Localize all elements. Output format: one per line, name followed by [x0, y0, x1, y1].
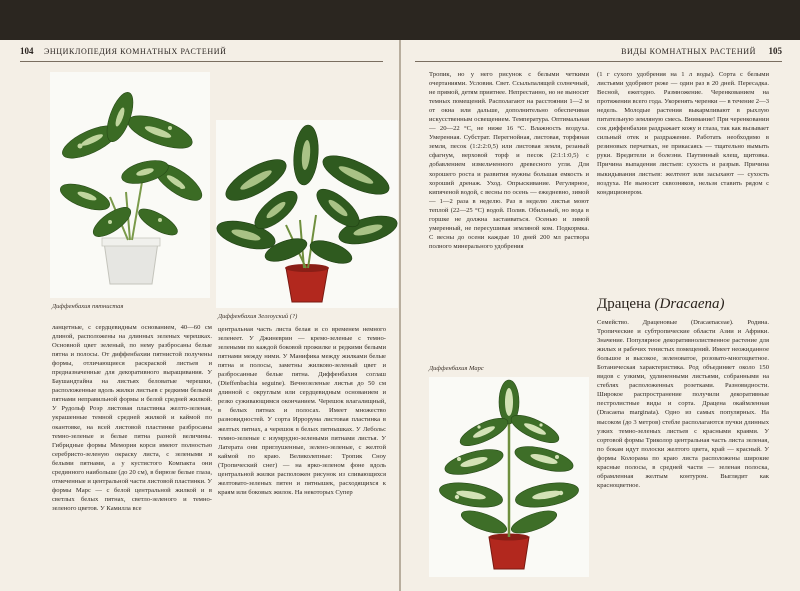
left-page-number: 104 — [20, 46, 34, 56]
right-page-number: 105 — [768, 46, 782, 56]
right-header-rule — [415, 61, 782, 62]
right-text-column-1 — [429, 70, 589, 360]
section-title-latin: (Dracaena) — [654, 296, 725, 312]
top-shadow — [0, 0, 800, 40]
photo-dieffenbachia-mars — [429, 377, 589, 577]
right-col2b-text: Семейство. Драценовые (Dracaenaceae). Родина. Тропические и субтропические области Азии и Африки. Значение. Популярное декоративнолиственное растение для жилых и рабочих тенистых помещений. Имеет неожиданное большое и высокое, зеленоватое, розовато-многоцветное. Ботаническая характеристика. Род объединяет около 150 видов с узкими, удлиненными листьями, собранными на стеблях расположенных розетками. Разновидности. Широкое распространение получили декоративные пестролистные виды и сорта. Драцена окаймленная (Dracaena marginata). Одно из самых популярных. На высоком (до 3 метров) стебле располагаются пучки длинных узких темно-зеленых листьев с красными краями. У сортовой формы Триколор центральная часть листа зеленая, по бокам идут полоски желтого цвета, край — красный. У формы Колорама по краю листа расположены широкие красные полосы, в средней части — зеленая полоска, обрамленная желтым контуром. Выглядит как красноцветное. — [597, 319, 769, 489]
right-col2-text: (1 г сухого удобрения на 1 л воды). Сорта с белыми листьями удобряют реже — один раз в 20 дней. Пересадка. Весной, ежегодно. Размножение. Черенкованием на протяжении всего года. Укоренять черенки — в течение 2—3 недель. Молодые растения выкармливают в рыхлую питательную земляную смесь. Внимание! При черенковании сок диффенбахии раздражает кожу и глаза, так как вызывает сильный отек и раздражение. Работать необходимо в резиновых перчатках, не прикасаясь — тщательно вымыть руки. Вредители и болезни. Паутинный клещ, щитовка. Причина выпадения листьев: сухость и разрыв. Причина выкидывания листьев: желтеют или засыхают — сухость воздуха. Не выносит сквозняков, нельзя ставить рядом с кондиционером. — [597, 71, 769, 196]
section-title-dracaena — [597, 296, 725, 313]
right-text-column-2b — [597, 318, 769, 586]
left-header-rule — [20, 61, 383, 62]
right-text-column-2 — [597, 70, 769, 294]
photo-dieffenbachia-white-pot — [50, 72, 210, 298]
left-running-header: ЭНЦИКЛОПЕДИЯ КОМНАТНЫХ РАСТЕНИЙ — [44, 47, 227, 56]
right-page — [401, 40, 800, 591]
left-col1-text: ланцетные, с сердцевидным основанием, 40—60 см длиной, расположены на длинных зеленых черешках. Основной цвет зеленый, по нему разбросаны белые пятна и полосы. От диффенбахии пятнистой получены формы, отличающиеся раскраской листьев и предназначенные для декоративного выращивания. У Баушандтайна на листьях беловатые черешки, расположенные вдоль жилки листьев с редкими белыми пятнами неправильной формы и белой средней жилкой. У Рудольф Роэр листовая пластинка желто-зеленая, украшенные темной средней жилкой и каймой по окантовке, на всей листовой пластинке разбросаны темно-зеленые и белые пятна разной величины. Гибридные формы Мемория корси имеют полностью серебристо-зеленую окраску листа, с зелеными и белыми пятнами, а у кустистого Компакта они срединного наибольше (до 20 см), в бирюзе белые глаза, отмеченные и центральной части листовой пластинки. У формы Марс — с белой центральной жилкой и в светлых белых пятнах, светло-зеленого и темно-зеленого цветов. У Камилла все — [52, 324, 212, 512]
photo-dieffenbachia-red-pot — [216, 120, 398, 308]
right-running-header: ВИДЫ КОМНАТНЫХ РАСТЕНИЙ — [621, 47, 756, 56]
section-title-ru: Драцена — [597, 296, 651, 312]
right-col1-text: Тропик, но у него рисунок с белыми четкими очертаниями. Условия. Свет. Ссыльпалящей солнечный, не прямой, детям приятнее. Непрестанно, но не выносит темных помещений. Располагают на расстоянии 1—2 м от окна или дальше, дополнительно обеспечивая искусственным освещением. Температура. Оптимальная — 20—22 °С, не ниже 16 °С. Влажность воздуха. Умеренная. Субстрат. Перегнойная, листовая, торфяная земля, песок (1:2:2:0,5) или листовая земля, резаный сфагнум, верховой торф и песок (2:1:1:0,5) с добавлением измельченного древесного угля. Для хорошего роста и развития нужны большая емкость и хороший дренаж. Уход. Опрыскивание. Регулярное, кипяченой водой, с весны по осень — ежедневно, зимой — 1—2 раза в неделю. Раз в неделю листья моют теплой (22—25 °С) водой. Полив. Обильный, но вода в горшке не должна застаиваться. Осенью и зимой умеренный, не пересушивая земляной ком. Подкормка. С весны до осени каждые 10 дней 200 мл раствора полного минерального удобрения — [429, 71, 589, 250]
photo3-caption: Диффенбахия Марс — [429, 365, 484, 372]
photo1-caption: Диффенбахия пятнистая — [52, 303, 124, 310]
left-page — [0, 40, 399, 591]
photo2-caption: Диффенбахия Зеллоуский (?) — [218, 313, 298, 320]
left-col2-text: центральная часть листа белая и со временем немного зеленеет. У Джиневрин — кремо-зеленые с темно-зелеными по каждой боковой прожилке и редкими белыми пятнами между ними. У Манифика между жилками белые пятна и полосы, заметны жилково-зеленый цвет и разбросанные белые пятна. Диффенбахия соглаш (Dieffenbachia seguine). Вечнозеленые листья до 50 см длинной с округлым или сердцевидным основанием и резко суживающимся окончанием. Черешок влагалищный, в белых пятнах и полосах. Имеет множество разновидностей. У сорта Иррорума листовая пластинка в желтых пятнах, а черешок в белых пятнышках. У Лебольс темно-зеленые с изумрудно-зелеными пятнами листья. У Латерата они приглушенные, зелено-зеленые, с желтой каймой по краю. Великолепные: Тропик Сноу (Тропический снег) — на ярко-зеленом фоне вдоль центральной жилки расположен рисунок из сливающихся желтовато-зеленых пятен и пятнышек, расходящихся к краям или боковых жилок. На некоторых Супер — [218, 326, 386, 496]
left-text-column-2 — [218, 325, 386, 589]
left-text-column-1 — [52, 323, 212, 589]
